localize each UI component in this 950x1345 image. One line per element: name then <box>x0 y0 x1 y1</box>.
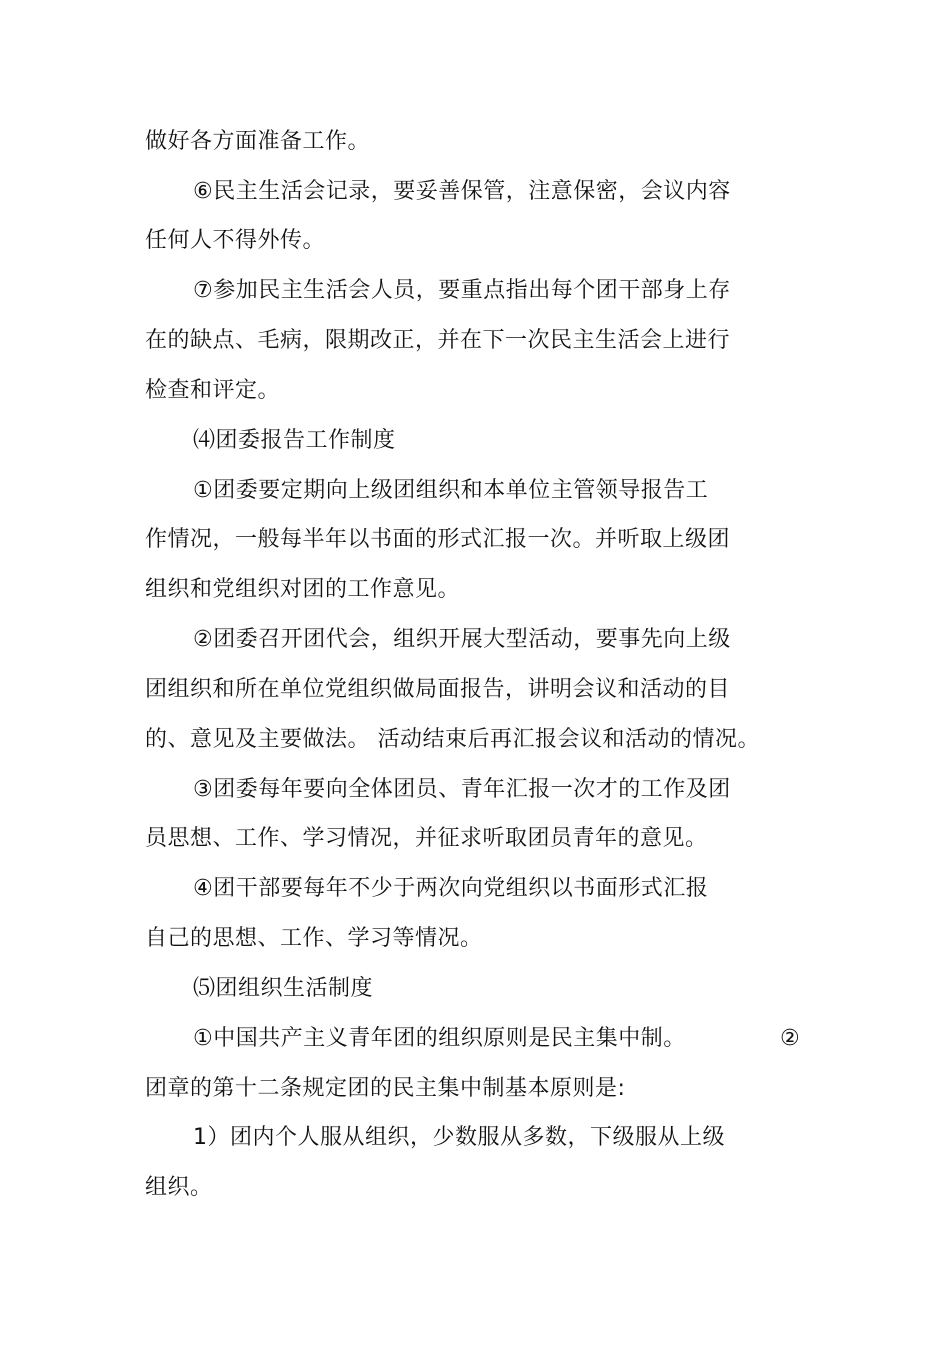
paragraph-line: 作情况，一般每半年以书面的形式汇报一次。并听取上级团 <box>145 527 731 552</box>
paragraph-line: 团章的第十二条规定团的民主集中制基本原则是: <box>145 1076 626 1101</box>
paragraph-line: 自己的思想、工作、学习等情况。 <box>145 926 483 951</box>
paragraph-line: 组织。 <box>145 1175 213 1200</box>
paragraph-line: 检查和评定。 <box>145 378 281 403</box>
paragraph-line: ③团委每年要向全体团员、青年汇报一次才的工作及团 <box>193 777 731 802</box>
section-heading: ⑷团委报告工作制度 <box>193 428 396 453</box>
paragraph-line: ⑦参加民主生活会人员，要重点指出每个团干部身上存 <box>193 278 731 303</box>
paragraph-line: 员思想、工作、学习情况，并征求听取团员青年的意见。 <box>145 826 708 851</box>
paragraph-line: ①中国共产主义青年团的组织原则是民主集中制。 <box>193 1026 686 1051</box>
paragraph-line: 的、意见及主要做法。 活动结束后再汇报会议和活动的情况。 <box>145 727 760 752</box>
paragraph-line: 在的缺点、毛病，限期改正，并在下一次民主生活会上进行 <box>145 328 731 353</box>
paragraph-line: ④团干部要每年不少于两次向党组织以书面形式汇报 <box>193 876 709 901</box>
paragraph-line: 1）团内个人服从组织，少数服从多数，下级服从上级 <box>193 1125 725 1150</box>
paragraph-line: 任何人不得外传。 <box>145 228 326 253</box>
paragraph-line: ①团委要定期向上级团组织和本单位主管领导报告工 <box>193 478 709 503</box>
paragraph-line: 团组织和所在单位党组织做局面报告，讲明会议和活动的目 <box>145 677 731 702</box>
paragraph-line: 做好各方面准备工作。 <box>145 129 371 154</box>
paragraph-line: ⑥民主生活会记录，要妥善保管，注意保密，会议内容 <box>193 179 731 204</box>
paragraph-line: ②团委召开团代会，组织开展大型活动，要事先向上级 <box>193 627 731 652</box>
list-marker: ② <box>780 1026 800 1051</box>
section-heading: ⑸团组织生活制度 <box>193 976 374 1001</box>
paragraph-line: 组织和党组织对团的工作意见。 <box>145 577 461 602</box>
